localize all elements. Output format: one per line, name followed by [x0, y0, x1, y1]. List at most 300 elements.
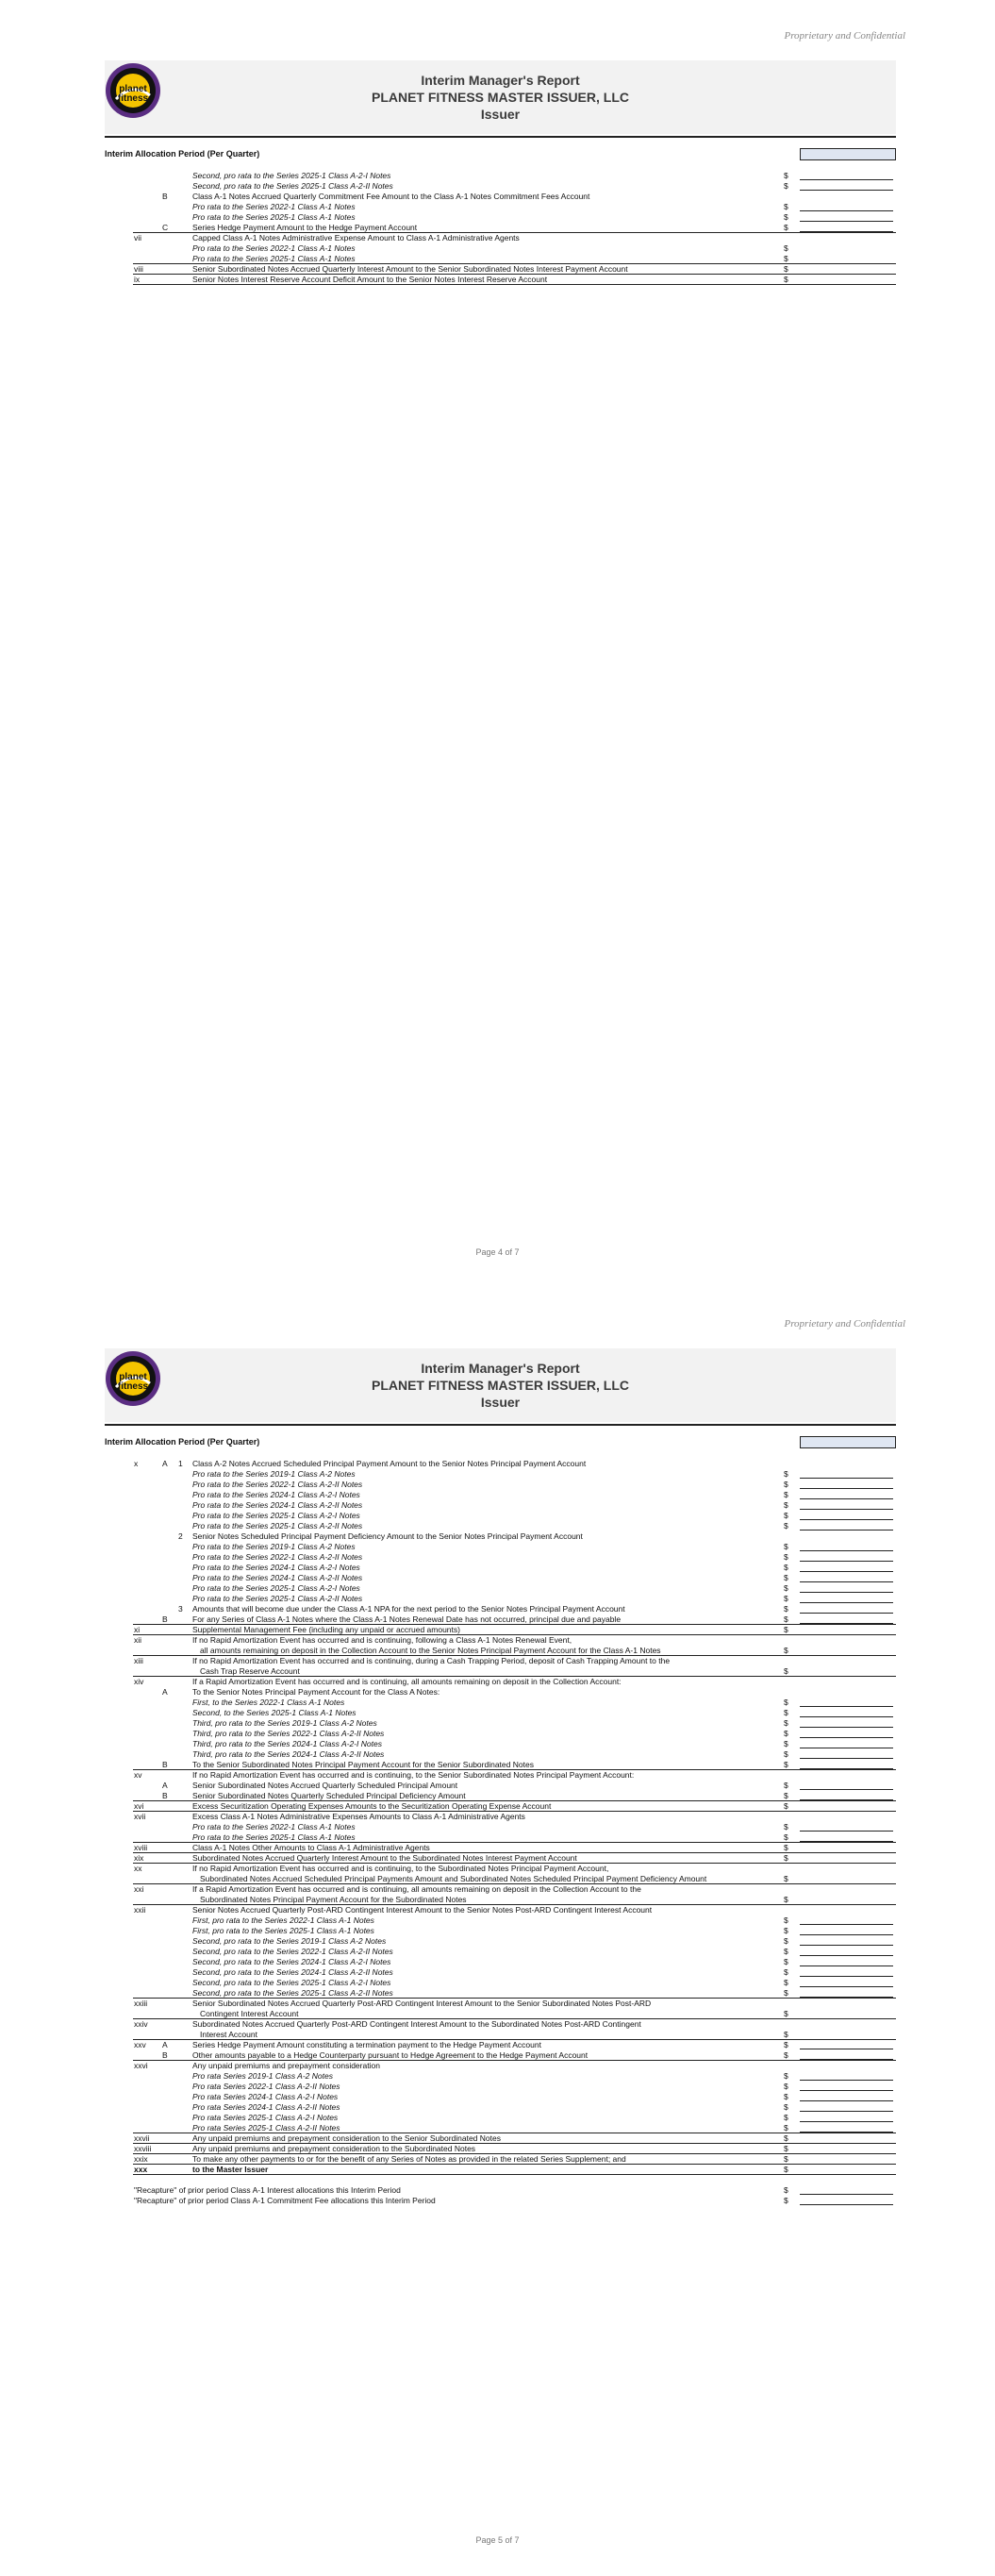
table-row — [105, 1500, 896, 1511]
table-row — [105, 1947, 896, 1957]
amount-field — [800, 1592, 893, 1593]
currency-symbol: $ — [784, 1749, 788, 1759]
table-row — [105, 2175, 896, 2185]
currency-symbol: $ — [784, 1708, 788, 1717]
row-description: Class A-1 Notes Other Amounts to Class A-1 Administrative Agents — [192, 1843, 430, 1852]
issuer-label: Issuer — [480, 1395, 521, 1410]
currency-symbol: $ — [784, 2009, 788, 2018]
currency-symbol: $ — [784, 171, 788, 180]
table-row — [105, 2082, 896, 2092]
amount-field — [800, 1550, 893, 1551]
row-description: Pro rata Series 2024-1 Class A-2-II Notes — [192, 2102, 340, 2112]
row-description: Pro rata to the Series 2024-1 Class A-2-I Notes — [192, 1490, 360, 1499]
currency-symbol: $ — [784, 2185, 788, 2195]
item-numeral: xxii — [134, 1905, 146, 1915]
currency-symbol: $ — [784, 1936, 788, 1946]
amount-field — [800, 1530, 893, 1531]
amount-field — [800, 1716, 893, 1717]
table-row — [105, 2102, 896, 2113]
table-row — [105, 1698, 896, 1708]
row-description: all amounts remaining on deposit in the Collection Account to the Senior Notes Principal Payment Account for the Class A-1 Notes — [200, 1646, 661, 1655]
currency-symbol: $ — [784, 2092, 788, 2101]
currency-symbol: $ — [784, 1832, 788, 1842]
currency-symbol: $ — [784, 1760, 788, 1769]
item-letter: A — [162, 1687, 168, 1697]
row-description: Excess Securitization Operating Expenses Amounts to the Securitization Operating Expense Account — [192, 1801, 552, 1811]
row-description: Pro rata to the Series 2025-1 Class A-2-I Notes — [192, 1511, 360, 1520]
row-description: Subordinated Notes Principal Payment Account for the Subordinated Notes — [200, 1895, 467, 1904]
row-description: Third, pro rata to the Series 2022-1 Class A-2-II Notes — [192, 1729, 385, 1738]
table-row — [105, 1583, 896, 1594]
currency-symbol: $ — [784, 181, 788, 191]
table-row — [105, 1677, 896, 1687]
row-description: Other amounts payable to a Hedge Counterparty pursuant to Hedge Agreement to the Hedge Payment Account — [192, 2050, 589, 2060]
row-description: To make any other payments to or for the benefit of any Series of Notes as provided in the related Series Supplement; and — [192, 2154, 626, 2164]
item-numeral: xiv — [134, 1677, 144, 1686]
row-description: First, pro rata to the Series 2025-1 Class A-1 Notes — [192, 1926, 374, 1935]
row-description: To the Senior Notes Principal Payment Account for the Class A Notes: — [192, 1687, 440, 1697]
item-number: 3 — [178, 1604, 183, 1614]
amount-field — [800, 1561, 893, 1562]
amount-field — [800, 1581, 893, 1582]
item-numeral: xii — [134, 1635, 142, 1645]
currency-symbol: $ — [784, 2102, 788, 2112]
currency-symbol: $ — [784, 1583, 788, 1593]
amount-field — [800, 1706, 893, 1707]
row-description: Third, pro rata to the Series 2024-1 Class A-2-II Notes — [192, 1749, 385, 1759]
row-description: Second, pro rata to the Series 2025-1 Class A-2-I Notes — [192, 171, 391, 180]
item-letter: C — [162, 223, 169, 232]
table-row — [105, 1656, 896, 1666]
row-description: If a Rapid Amortization Event has occurred and is continuing, all amounts remaining on deposit in the Collection Account: — [192, 1677, 622, 1686]
table-row — [105, 1957, 896, 1967]
row-description: Second, pro rata to the Series 2022-1 Class A-2-II Notes — [192, 1947, 393, 1956]
currency-symbol: $ — [784, 1490, 788, 1499]
item-number: 2 — [178, 1531, 183, 1541]
item-numeral: xxviii — [134, 2144, 152, 2153]
row-description: Second, pro rata to the Series 2025-1 Class A-2-II Notes — [192, 1988, 393, 1998]
currency-symbol: $ — [784, 2196, 788, 2205]
row-description: Pro rata to the Series 2024-1 Class A-2-II Notes — [192, 1500, 363, 1510]
amount-field — [800, 1934, 893, 1935]
row-description: Subordinated Notes Accrued Quarterly Post-ARD Contingent Interest Amount to the Subordinated Notes Post-ARD Contingent — [192, 2019, 641, 2029]
row-description: Senior Subordinated Notes Accrued Quarterly Scheduled Principal Amount — [192, 1781, 458, 1790]
amount-field — [800, 2090, 893, 2091]
amount-field — [800, 1986, 893, 1987]
item-letter: B — [162, 1760, 168, 1769]
svg-text:planet: planet — [119, 84, 147, 94]
amount-field — [800, 1965, 893, 1966]
currency-symbol: $ — [784, 264, 788, 274]
amount-field — [800, 1478, 893, 1479]
amount-field — [800, 1831, 893, 1832]
amount-field — [800, 2194, 893, 2195]
row-description: Pro rata to the Series 2025-1 Class A-1 Notes — [192, 254, 356, 263]
header-rule — [105, 136, 896, 138]
row-description: Second, pro rata to the Series 2025-1 Class A-2-I Notes — [192, 1978, 391, 1987]
table-row — [105, 1521, 896, 1531]
page-footer: Page 5 of 7 — [475, 2535, 520, 2545]
currency-symbol: $ — [784, 254, 788, 263]
item-numeral: xxix — [134, 2154, 148, 2164]
table-row — [105, 1915, 896, 1926]
currency-symbol: $ — [784, 223, 788, 232]
row-description: Senior Subordinated Notes Accrued Quarterly Interest Amount to the Senior Subordinated Notes Interest Payment Account — [192, 264, 628, 274]
amount-field — [800, 2204, 893, 2205]
currency-symbol: $ — [784, 1978, 788, 1987]
table-row — [105, 181, 896, 192]
row-description: To the Senior Subordinated Notes Principal Payment Account for the Senior Subordinated Notes — [192, 1760, 534, 1769]
row-description: "Recapture" of prior period Class A-1 Commitment Fee allocations this Interim Period — [134, 2196, 436, 2205]
currency-symbol: $ — [784, 2082, 788, 2091]
amount-field — [800, 179, 893, 180]
currency-symbol: $ — [784, 1791, 788, 1800]
item-numeral: xxvii — [134, 2133, 150, 2143]
currency-symbol: $ — [784, 1853, 788, 1863]
row-description: Pro rata to the Series 2022-1 Class A-1 Notes — [192, 243, 356, 253]
row-description: Pro rata Series 2022-1 Class A-2-II Notes — [192, 2082, 340, 2091]
report-title: Interim Manager's Report — [421, 1361, 580, 1376]
row-description: Supplemental Management Fee (including any unpaid or accrued amounts) — [192, 1625, 460, 1634]
table-row — [105, 1542, 896, 1552]
table-row — [105, 1884, 896, 1895]
table-row — [105, 1864, 896, 1874]
currency-symbol: $ — [784, 1947, 788, 1956]
item-numeral: xiii — [134, 1656, 143, 1665]
table-row — [105, 202, 896, 212]
row-description: Subordinated Notes Accrued Scheduled Principal Payments Amount and Subordinated Notes Scheduled Principal Payment Deficiency Amount — [200, 1874, 707, 1883]
confidential-label: Proprietary and Confidential — [784, 30, 905, 42]
currency-symbol: $ — [784, 1573, 788, 1582]
table-row — [105, 1936, 896, 1947]
item-letter: A — [162, 2040, 168, 2049]
table-row — [105, 1781, 896, 1791]
amount-field — [800, 1602, 893, 1603]
row-description: Pro rata Series 2025-1 Class A-2-I Notes — [192, 2113, 339, 2122]
table-row — [105, 2092, 896, 2102]
table-row — [105, 1531, 896, 1542]
currency-symbol: $ — [784, 2030, 788, 2039]
item-numeral: xxx — [134, 2165, 148, 2174]
currency-symbol: $ — [784, 2050, 788, 2060]
table-row — [105, 2185, 896, 2196]
amount-field — [800, 2121, 893, 2122]
svg-text:fitness: fitness — [117, 1381, 149, 1392]
row-description: Pro rata to the Series 2025-1 Class A-2-I Notes — [192, 1583, 360, 1593]
item-numeral: xxiv — [134, 2019, 148, 2029]
row-description: Capped Class A-1 Notes Administrative Expense Amount to Class A-1 Administrative Agents — [192, 233, 520, 243]
currency-symbol: $ — [784, 1469, 788, 1479]
row-description: Cash Trap Reserve Account — [200, 1666, 300, 1676]
row-description: Any unpaid premiums and prepayment consideration — [192, 2061, 380, 2070]
amount-field — [800, 1758, 893, 1759]
table-row — [105, 243, 896, 254]
row-description: First, to the Series 2022-1 Class A-1 Notes — [192, 1698, 345, 1707]
currency-symbol: $ — [784, 1822, 788, 1832]
currency-symbol: $ — [784, 1926, 788, 1935]
table-row — [105, 1480, 896, 1490]
item-numeral: xxv — [134, 2040, 146, 2049]
amount-field — [800, 190, 893, 191]
item-number: 1 — [178, 1459, 183, 1468]
item-numeral: xix — [134, 1853, 144, 1863]
currency-symbol: $ — [784, 1625, 788, 1634]
amount-field — [800, 2080, 893, 2081]
currency-symbol: $ — [784, 2133, 788, 2143]
currency-symbol: $ — [784, 1843, 788, 1852]
row-description: Pro rata to the Series 2025-1 Class A-2-II Notes — [192, 1521, 363, 1531]
row-description: Second, pro rata to the Series 2024-1 Class A-2-II Notes — [192, 1967, 393, 1977]
item-numeral: xv — [134, 1770, 142, 1780]
currency-symbol: $ — [784, 2040, 788, 2049]
currency-symbol: $ — [784, 1521, 788, 1531]
item-letter: A — [162, 1781, 168, 1790]
row-description: If no Rapid Amortization Event has occurred and is continuing, to the Subordinated Notes Principal Payment Account, — [192, 1864, 609, 1873]
row-description: Series Hedge Payment Amount constituting a termination payment to the Hedge Payment Account — [192, 2040, 541, 2049]
table-row — [105, 2071, 896, 2082]
table-row — [105, 1594, 896, 1604]
table-row — [105, 1573, 896, 1583]
table-row — [105, 1905, 896, 1915]
row-description: Pro rata to the Series 2025-1 Class A-1 Notes — [192, 1832, 356, 1842]
row-description: Pro rata to the Series 2022-1 Class A-1 Notes — [192, 202, 356, 211]
item-letter: A — [162, 1459, 168, 1468]
row-description: Senior Subordinated Notes Quarterly Scheduled Principal Deficiency Amount — [192, 1791, 466, 1800]
currency-symbol: $ — [784, 1511, 788, 1520]
row-description: Pro rata to the Series 2025-1 Class A-2-II Notes — [192, 1594, 363, 1603]
table-row — [105, 1822, 896, 1832]
item-numeral: vii — [134, 233, 142, 243]
row-description: Pro rata to the Series 2022-1 Class A-1 Notes — [192, 1822, 356, 1832]
item-numeral: xi — [134, 1625, 141, 1634]
row-description: Second, pro rata to the Series 2024-1 Class A-2-I Notes — [192, 1957, 391, 1966]
issuer-label: Issuer — [480, 107, 521, 122]
amount-field — [800, 1509, 893, 1510]
row-description: Pro rata to the Series 2022-1 Class A-2-II Notes — [192, 1480, 363, 1489]
currency-symbol: $ — [784, 1915, 788, 1925]
row-description: Any unpaid premiums and prepayment consideration to the Senior Subordinated Notes — [192, 2133, 501, 2143]
row-description: Any unpaid premiums and prepayment consideration to the Subordinated Notes — [192, 2144, 476, 2153]
row-description: Class A-1 Notes Accrued Quarterly Commitment Fee Amount to the Class A-1 Notes Commitment Fees Account — [192, 192, 590, 201]
issuer-name: PLANET FITNESS MASTER ISSUER, LLC — [371, 90, 629, 105]
row-description: Third, pro rata to the Series 2024-1 Class A-2-I Notes — [192, 1739, 382, 1748]
currency-symbol: $ — [784, 1895, 788, 1904]
item-numeral: xvi — [134, 1801, 144, 1811]
report-title: Interim Manager's Report — [421, 73, 580, 88]
row-description: Pro rata to the Series 2019-1 Class A-2 Notes — [192, 1469, 356, 1479]
row-description: Series Hedge Payment Amount to the Hedge Payment Account — [192, 223, 418, 232]
table-row — [105, 212, 896, 223]
amount-field — [800, 1498, 893, 1499]
row-description: Pro rata to the Series 2022-1 Class A-2-II Notes — [192, 1552, 363, 1562]
item-numeral: xxi — [134, 1884, 144, 1894]
table-row — [105, 1459, 896, 1469]
currency-symbol: $ — [784, 1801, 788, 1811]
row-description: For any Series of Class A-1 Notes where the Class A-1 Notes Renewal Date has not occurred, principal due and payable — [192, 1614, 622, 1624]
table-row — [105, 1552, 896, 1563]
row-description: Pro rata Series 2024-1 Class A-2-I Notes — [192, 2092, 339, 2101]
table-row — [105, 1739, 896, 1749]
row-description: Pro rata to the Series 2025-1 Class A-1 Notes — [192, 212, 356, 222]
currency-symbol: $ — [784, 1500, 788, 1510]
row-description: If no Rapid Amortization Event has occurred and is continuing, during a Cash Trapping Period, deposit of Cash Trapping Amount to the — [192, 1656, 671, 1665]
currency-symbol: $ — [784, 1988, 788, 1998]
table-row — [105, 1469, 896, 1480]
row-description: Pro rata to the Series 2019-1 Class A-2 Notes — [192, 1542, 356, 1551]
row-description: Subordinated Notes Accrued Quarterly Interest Amount to the Subordinated Notes Interest Payment Account — [192, 1853, 577, 1863]
table-row — [105, 1604, 896, 1614]
currency-symbol: $ — [784, 2154, 788, 2164]
report-titles — [105, 72, 896, 123]
page-footer: Page 4 of 7 — [475, 1247, 520, 1257]
currency-symbol: $ — [784, 1739, 788, 1748]
row-description: Senior Subordinated Notes Accrued Quarterly Post-ARD Contingent Interest Amount to the Senior Subordinated Notes Post-ARD — [192, 1999, 652, 2008]
table-row — [105, 1999, 896, 2009]
report-titles — [105, 1360, 896, 1411]
row-description: Pro rata Series 2025-1 Class A-2-II Notes — [192, 2123, 340, 2133]
item-numeral: xx — [134, 1864, 142, 1873]
currency-symbol: $ — [784, 1967, 788, 1977]
currency-symbol: $ — [784, 1594, 788, 1603]
table-row — [105, 1770, 896, 1781]
row-description: First, pro rata to the Series 2022-1 Class A-1 Notes — [192, 1915, 374, 1925]
row-description: Pro rata to the Series 2024-1 Class A-2-II Notes — [192, 1573, 363, 1582]
currency-symbol: $ — [784, 1646, 788, 1655]
currency-symbol: $ — [784, 243, 788, 253]
row-description: Third, pro rata to the Series 2019-1 Class A-2 Notes — [192, 1718, 377, 1728]
amount-field — [800, 2100, 893, 2101]
currency-symbol: $ — [784, 1718, 788, 1728]
currency-symbol: $ — [784, 1957, 788, 1966]
row-description: Second, pro rata to the Series 2025-1 Class A-2-II Notes — [192, 181, 393, 191]
row-description: If no Rapid Amortization Event has occurred and is continuing, following a Class A-1 Notes Renewal Event, — [192, 1635, 572, 1645]
table-row — [105, 233, 896, 243]
currency-symbol: $ — [784, 212, 788, 222]
amount-field — [800, 1727, 893, 1728]
row-description: Senior Notes Scheduled Principal Payment Deficiency Amount to the Senior Notes Principal Payment Account — [192, 1531, 583, 1541]
item-letter: B — [162, 2050, 168, 2060]
item-numeral: xxiii — [134, 1999, 148, 2008]
row-description: If a Rapid Amortization Event has occurred and is continuing, all amounts remaining on deposit in the Collection Account to the — [192, 1884, 641, 1894]
currency-symbol: $ — [784, 1666, 788, 1676]
amount-field — [800, 1924, 893, 1925]
table-row — [105, 1967, 896, 1978]
table-row — [105, 2196, 896, 2206]
row-description: Pro rata to the Series 2024-1 Class A-2-I Notes — [192, 1563, 360, 1572]
item-numeral: xviii — [134, 1843, 148, 1852]
item-numeral: xvii — [134, 1812, 146, 1821]
row-description: Senior Notes Interest Reserve Account Deficit Amount to the Senior Notes Interest Reserve Account — [192, 275, 548, 284]
row-description: Second, pro rata to the Series 2019-1 Class A-2 Notes — [192, 1936, 387, 1946]
table-row — [105, 1978, 896, 1988]
item-numeral: x — [134, 1459, 139, 1468]
amount-field — [800, 1976, 893, 1977]
table-row — [105, 2040, 896, 2050]
currency-symbol: $ — [784, 1563, 788, 1572]
currency-symbol: $ — [784, 1542, 788, 1551]
period-value-box — [800, 1436, 896, 1448]
report-page-5 — [0, 1288, 995, 2576]
row-description: Contingent Interest Account — [200, 2009, 299, 2018]
item-letter: B — [162, 1791, 168, 1800]
currency-symbol: $ — [784, 1781, 788, 1790]
amount-field — [800, 1613, 893, 1614]
currency-symbol: $ — [784, 1614, 788, 1624]
table-row — [105, 1708, 896, 1718]
item-letter: B — [162, 192, 168, 201]
currency-symbol: $ — [784, 2144, 788, 2153]
svg-text:fitness: fitness — [117, 93, 149, 104]
row-description: "Recapture" of prior period Class A-1 Interest allocations this Interim Period — [134, 2185, 401, 2195]
amount-field — [800, 1945, 893, 1946]
table-row — [105, 2061, 896, 2071]
table-row — [105, 1749, 896, 1760]
amount-field — [800, 1519, 893, 1520]
table-row — [105, 1490, 896, 1500]
amount-field — [800, 1737, 893, 1738]
amount-field — [800, 1789, 893, 1790]
row-description: Class A-2 Notes Accrued Scheduled Principal Payment Amount to the Senior Notes Principal Payment Account — [192, 1459, 587, 1468]
table-row — [105, 171, 896, 181]
currency-symbol: $ — [784, 2071, 788, 2081]
currency-symbol: $ — [784, 2113, 788, 2122]
amount-field — [800, 221, 893, 222]
row-divider — [133, 284, 896, 285]
confidential-label: Proprietary and Confidential — [784, 1318, 905, 1330]
section-heading: Interim Allocation Period (Per Quarter) — [105, 149, 260, 159]
row-description: Senior Notes Accrued Quarterly Post-ARD Contingent Interest Amount to the Senior Notes Post-ARD Contingent Interest Account — [192, 1905, 653, 1915]
section-heading: Interim Allocation Period (Per Quarter) — [105, 1437, 260, 1447]
row-description: Pro rata Series 2019-1 Class A-2 Notes — [192, 2071, 333, 2081]
amount-field — [800, 1571, 893, 1572]
amount-field — [800, 1955, 893, 1956]
currency-symbol: $ — [784, 202, 788, 211]
table-row — [105, 2019, 896, 2030]
issuer-name: PLANET FITNESS MASTER ISSUER, LLC — [371, 1378, 629, 1393]
row-description: Amounts that will become due under the Class A-1 NPA for the next period to the Senior Notes Principal Payment Account — [192, 1604, 625, 1614]
item-numeral: ix — [134, 275, 141, 284]
amount-field — [800, 2111, 893, 2112]
header-rule — [105, 1424, 896, 1426]
row-description: Interest Account — [200, 2030, 257, 2039]
currency-symbol: $ — [784, 275, 788, 284]
amount-field — [800, 210, 893, 211]
table-row — [105, 1926, 896, 1936]
currency-symbol: $ — [784, 1698, 788, 1707]
row-description: If no Rapid Amortization Event has occurred and is continuing, to the Senior Subordinated Notes Principal Payment Account: — [192, 1770, 635, 1780]
currency-symbol: $ — [784, 1604, 788, 1614]
table-row — [105, 2113, 896, 2123]
table-row — [105, 1635, 896, 1646]
item-numeral: viii — [134, 264, 143, 274]
amount-field — [800, 1488, 893, 1489]
svg-text:planet: planet — [119, 1372, 147, 1382]
item-numeral: xxvi — [134, 2061, 148, 2070]
row-description: Second, to the Series 2025-1 Class A-1 Notes — [192, 1708, 357, 1717]
table-row — [105, 192, 896, 202]
row-description: Excess Class A-1 Notes Administrative Expenses Amounts to Class A-1 Administrative Agents — [192, 1812, 525, 1821]
currency-symbol: $ — [784, 2123, 788, 2133]
table-row — [105, 1687, 896, 1698]
table-row — [105, 1812, 896, 1822]
currency-symbol: $ — [784, 1480, 788, 1489]
table-row — [105, 1729, 896, 1739]
currency-symbol: $ — [784, 1729, 788, 1738]
currency-symbol: $ — [784, 2165, 788, 2174]
table-row — [105, 1563, 896, 1573]
table-row — [105, 1718, 896, 1729]
currency-symbol: $ — [784, 1874, 788, 1883]
